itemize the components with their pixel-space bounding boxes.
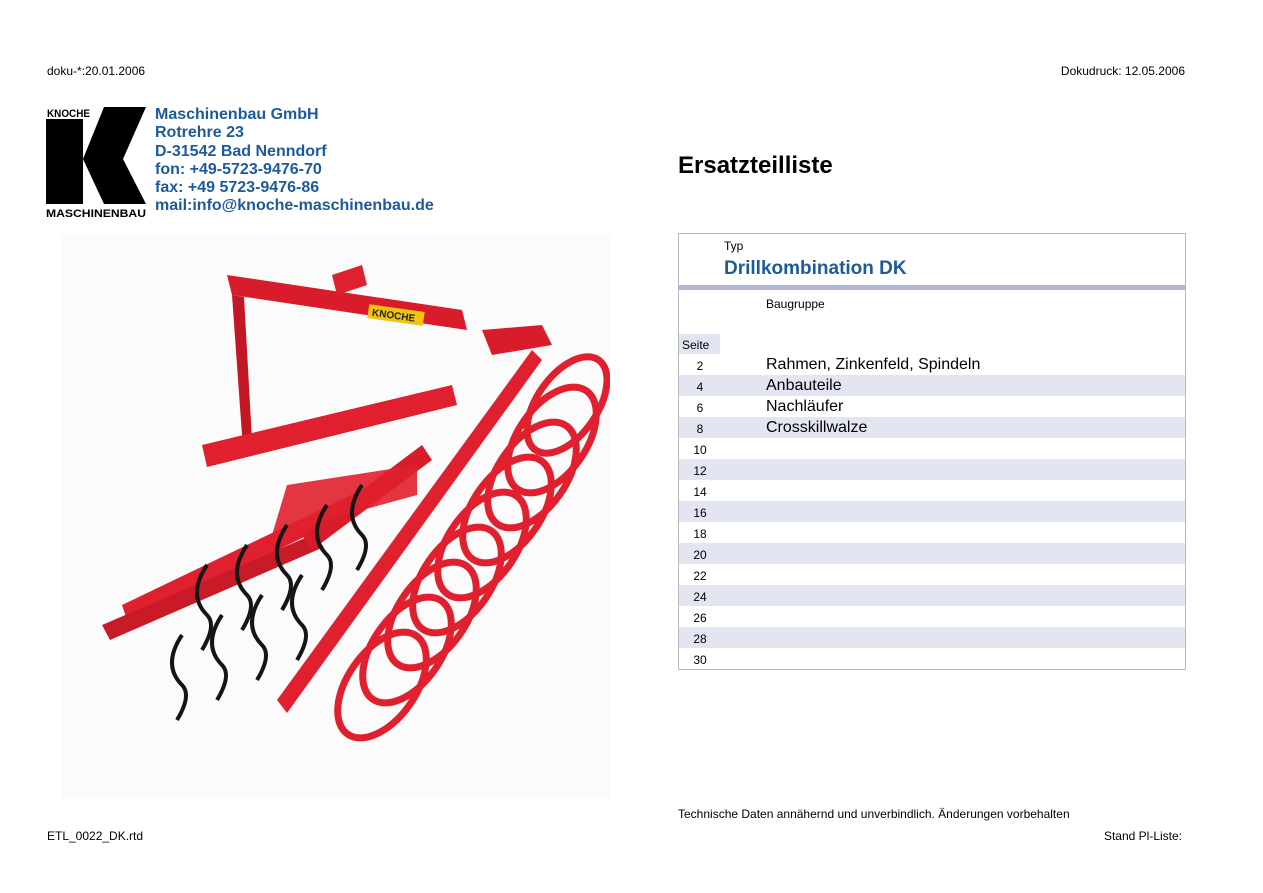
company-name: Maschinenbau GmbH bbox=[155, 106, 319, 123]
page-number: 6 bbox=[696, 401, 704, 415]
page-number: 20 bbox=[693, 548, 707, 562]
company-email: mail:info@knoche-maschinenbau.de bbox=[155, 197, 434, 215]
table-row bbox=[679, 522, 1185, 543]
company-city: D-31542 Bad Nenndorf bbox=[155, 142, 327, 160]
page-number: 22 bbox=[693, 569, 707, 583]
page-number: 18 bbox=[693, 527, 707, 541]
company-phone: fon: +49-5723-9476-70 bbox=[155, 160, 322, 178]
parts-list-table bbox=[678, 233, 1186, 670]
table-row bbox=[679, 480, 1185, 501]
table-row bbox=[679, 606, 1185, 627]
table-row bbox=[679, 438, 1185, 459]
assembly-group: Nachläufer bbox=[766, 398, 844, 415]
page-number: 24 bbox=[693, 590, 707, 604]
type-value: Drillkombination DK bbox=[724, 258, 907, 279]
table-row bbox=[679, 648, 1185, 669]
assembly-group: Rahmen, Zinkenfeld, Spindeln bbox=[766, 356, 981, 373]
page-number: 12 bbox=[693, 464, 707, 478]
page-number: 2 bbox=[696, 359, 704, 373]
assembly-group: Crosskillwalze bbox=[766, 419, 868, 436]
table-row bbox=[679, 396, 1185, 417]
divider-bar bbox=[679, 285, 1185, 290]
company-street: Rotrehre 23 bbox=[155, 124, 244, 142]
type-label: Typ bbox=[724, 239, 744, 253]
page-column-header: Seite bbox=[679, 334, 720, 354]
logo-top-text: KNOCHE bbox=[47, 108, 90, 120]
table-row bbox=[679, 501, 1185, 522]
table-row bbox=[679, 627, 1185, 648]
print-date: Dokudruck: 12.05.2006 bbox=[1060, 64, 1185, 78]
table-row bbox=[679, 354, 1185, 375]
page-number: 16 bbox=[693, 506, 707, 520]
table-row bbox=[679, 543, 1185, 564]
table-row bbox=[679, 375, 1185, 396]
assembly-group: Anbauteile bbox=[766, 377, 842, 394]
page-number: 26 bbox=[693, 611, 707, 625]
table-rows bbox=[679, 354, 1185, 669]
logo-bottom-text: MASCHINENBAU bbox=[46, 208, 146, 219]
company-logo bbox=[46, 107, 146, 219]
document-date: doku-*:20.01.2006 bbox=[47, 64, 146, 78]
document-title: Ersatzteilliste bbox=[678, 152, 833, 179]
table-row bbox=[679, 417, 1185, 438]
page-number: 4 bbox=[696, 380, 704, 394]
page-number: 28 bbox=[693, 632, 707, 646]
page-number: 30 bbox=[693, 653, 707, 667]
company-fax: fax: +49 5723-9476-86 bbox=[155, 179, 320, 197]
company-address bbox=[155, 106, 434, 216]
table-row bbox=[679, 459, 1185, 480]
machine-photo bbox=[62, 235, 610, 798]
page-number: 10 bbox=[693, 443, 707, 457]
table-row bbox=[679, 585, 1185, 606]
list-status: Stand Pl-Liste: bbox=[1103, 829, 1182, 843]
assembly-group-header: Baugruppe bbox=[766, 297, 825, 311]
file-name: ETL_0022_DK.rtd bbox=[47, 829, 144, 843]
disclaimer-text: Technische Daten annähernd und unverbindlich. Änderungen vorbehalten bbox=[678, 807, 1070, 821]
brand-plate: KNOCHE bbox=[371, 307, 416, 325]
page-number: 14 bbox=[693, 485, 707, 499]
table-row bbox=[679, 564, 1185, 585]
page-number: 8 bbox=[696, 422, 704, 436]
